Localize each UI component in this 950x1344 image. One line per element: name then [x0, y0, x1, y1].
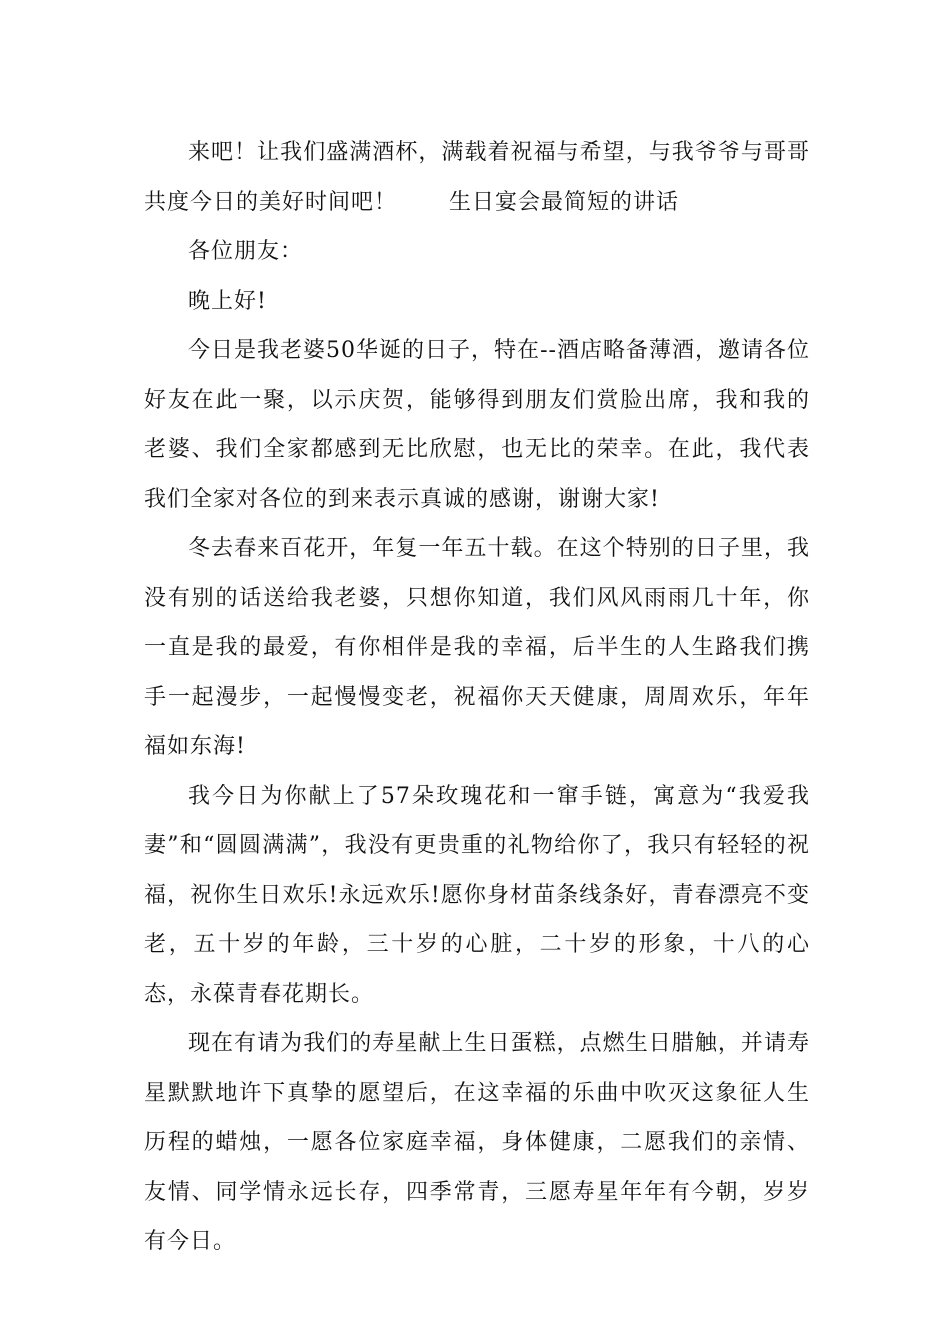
paragraph-welcome: 今日是我老婆50华诞的日子，特在--酒店略备薄酒，邀请各位好友在此一聚，以示庆贺，能够得到朋友们赏脸出席，我和我的老婆、我们全家都感到无比欣慰，也无比的荣幸。在此，我代表我们全家对各位的到来表示真诚的感谢，谢谢大家! [144, 338, 810, 512]
paragraph-text: 来吧！让我们盛满酒杯，满载着祝福与希望，与我爷爷与哥哥共度今日的美好时间吧！ [144, 140, 810, 215]
paragraph-greeting: 晚上好! [188, 288, 267, 314]
document-body [144, 128, 810, 1267]
paragraph-blessing: 冬去春来百花开，年复一年五十载。在这个特别的日子里，我没有别的话送给我老婆，只想你知道，我们风风雨雨几十年，你一直是我的最爱，有你相伴是我的幸福，后半生的人生路我们携手一起漫步，一起慢慢变老，祝福你天天健康，周周欢乐，年年福如东海! [144, 536, 810, 759]
inline-section-title: 生日宴会最简短的讲话 [449, 189, 680, 215]
paragraph-cake: 现在有请为我们的寿星献上生日蛋糕，点燃生日腊触，并请寿星默默地许下真挚的愿望后，在这幸福的乐曲中吹灭这象征人生历程的蜡烛，一愿各位家庭幸福，身体健康，二愿我们的亲情、友情、同学情永远长存，四季常青，三愿寿星年年有今朝，岁岁有今日。 [144, 1031, 810, 1254]
paragraph-closing-toast [144, 128, 810, 227]
paragraph-gift: 我今日为你献上了57朵玫瑰花和一窜手链，寓意为“我爱我妻”和“圆圆满满”，我没有更贵重的礼物给你了，我只有轻轻的祝福，祝你生日欢乐!永远欢乐!愿你身材苗条线条好，青春漂亮不变老，五十岁的年龄，三十岁的心脏，二十岁的形象，十八的心态，永葆青春花期长。 [144, 783, 810, 1007]
paragraph-salutation: 各位朋友： [188, 239, 304, 264]
